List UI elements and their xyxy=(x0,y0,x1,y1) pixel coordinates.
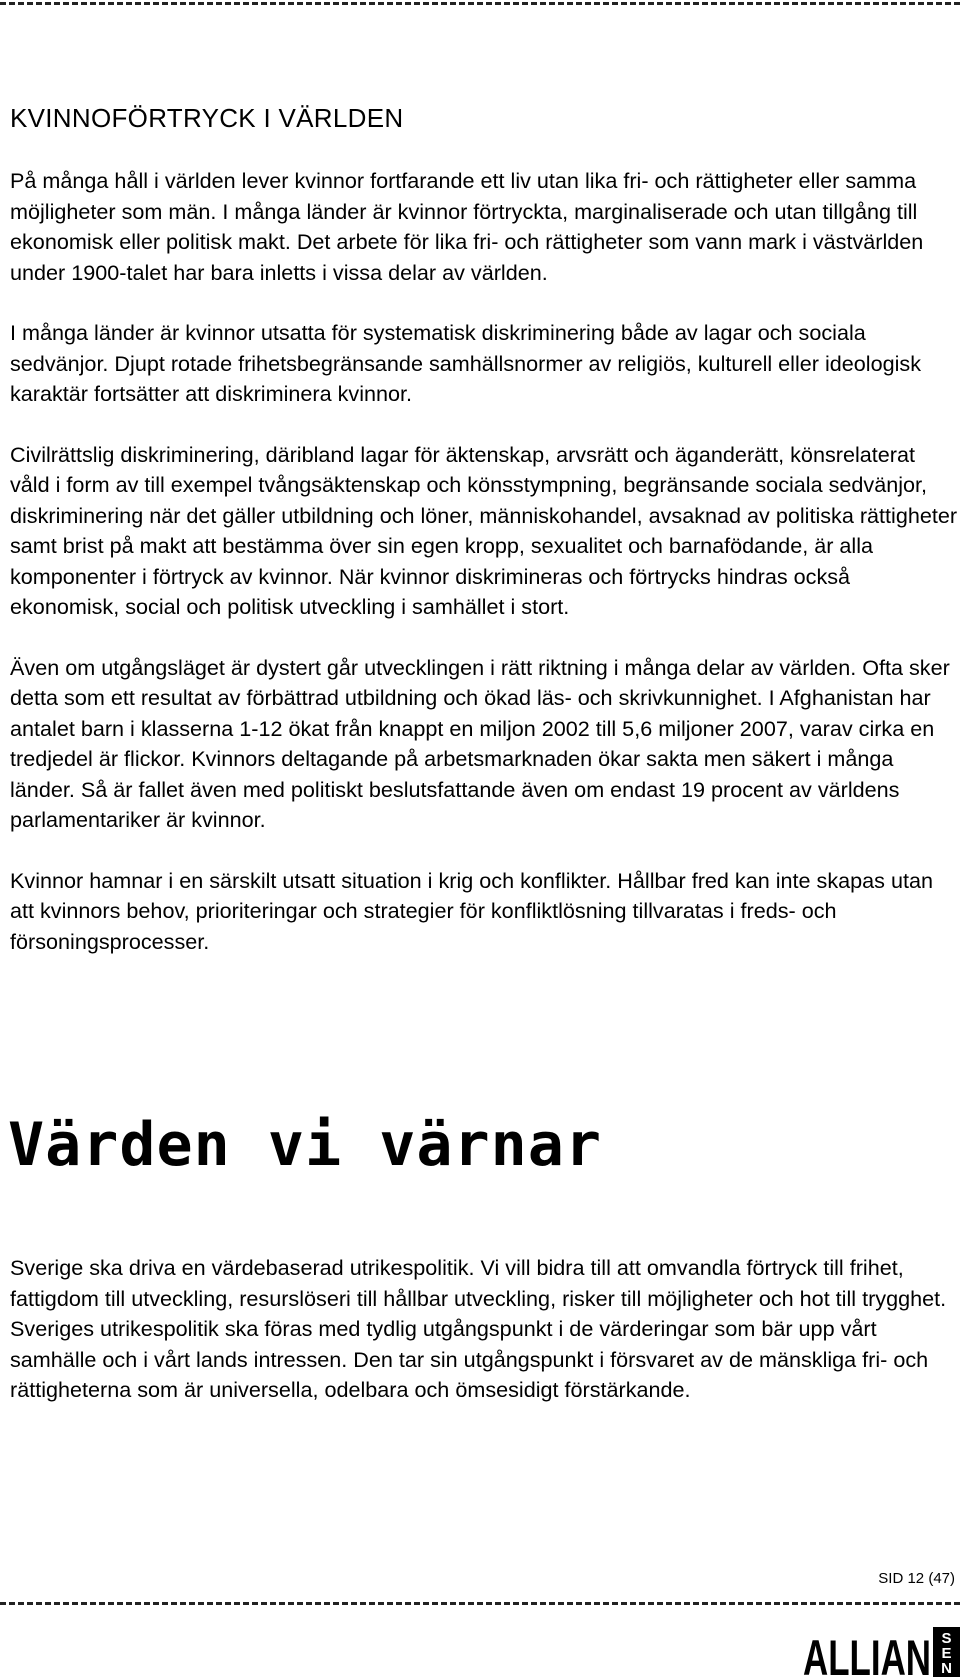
article-body xyxy=(10,166,958,957)
paragraph-3: Civilrättslig diskriminering, däribland lagar för äktenskap, arvsrätt och äganderätt, könsrelaterat våld i form av till exempel tvångsäktenskap och könsstympning, begränsande sociala sedvänjor, diskriminering när det gäller utbildning och löner, människohandel, avsaknad av politiska rättigheter samt brist på makt att bestämma över sin egen kropp, sexualitet och barnafödande, är alla komponenter i förtryck av kvinnor. När kvinnor diskrimineras och förtrycks hindras också ekonomisk, social och politisk utveckling i samhället i stort. xyxy=(10,441,958,619)
alliansen-logo-icon xyxy=(803,1625,960,1677)
section-title: KVINNOFÖRTRYCK I VÄRLDEN xyxy=(10,103,404,133)
paragraph-5: Kvinnor hamnar i en särskilt utsatt situation i krig och konflikter. Hållbar fred kan inte skapas utan att kvinnors behov, prioriteringar och strategier för konfliktlösning tillvaratas i freds- och försoningsprocesser. xyxy=(10,867,933,954)
svg-text:N: N xyxy=(941,1660,952,1677)
values-paragraph: Sverige ska driva en värdebaserad utrikespolitik. Vi vill bidra till att omvandla förtryck till frihet, fattigdom till utveckling, resurslöseri till hållbar utveckling, risker till möjligheter och hot till trygghet. Sveriges utrikespolitik ska föras med tydlig utgångspunkt i de värderingar som bär upp vårt samhälle och i vårt lands intressen. Den tar sin utgångspunkt i försvaret av de mänskliga fri- och rättigheterna som är universella, odelbara och ömsesidigt förstärkande. xyxy=(10,1255,947,1402)
bottom-dashed-rule xyxy=(0,1602,960,1605)
paragraph-2: I många länder är kvinnor utsatta för systematisk diskriminering både av lagar och sociala sedvänjor. Djupt rotade frihetsbegränsande samhällsnormer av religiös, kulturell eller ideologisk karaktär fortsätter att diskriminera kvinnor. xyxy=(10,320,922,406)
paragraph-4: Även om utgångsläget är dystert går utvecklingen i rätt riktning i många delar av världen. Ofta sker detta som ett resultat av förbättrad utbildning och ökad läs- och skrivkunnighet. I Afghanistan har antalet barn i klasserna 1-12 ökat från knappt en miljon 2002 till 5,6 miljoner 2007, varav cirka en tredjedel är flickor. Kvinnors deltagande på arbetsmarknaden ökar sakta men säkert i många länder. Så är fallet även med politiskt beslutsfattande även om endast 19 procent av världens parlamentariker är kvinnor. xyxy=(10,654,950,832)
top-dashed-rule xyxy=(0,2,960,5)
values-heading: Värden vi värnar xyxy=(8,1110,602,1180)
svg-text:ALLIAN: ALLIAN xyxy=(803,1630,931,1677)
paragraph-1: På många håll i världen lever kvinnor fortfarande ett liv utan lika fri- och rättigheter eller samma möjligheter som män. I många länder är kvinnor förtryckta, marginaliserade och utan tillgång till ekonomisk eller politisk makt. Det arbete för lika fri- och rättigheter som vann mark i västvärlden under 1900-talet har bara inletts i vissa delar av världen. xyxy=(10,168,924,285)
values-body xyxy=(10,1253,958,1406)
svg-text:S: S xyxy=(941,1630,952,1647)
page-number: SID 12 (47) xyxy=(878,1570,955,1587)
svg-text:E: E xyxy=(941,1645,952,1662)
